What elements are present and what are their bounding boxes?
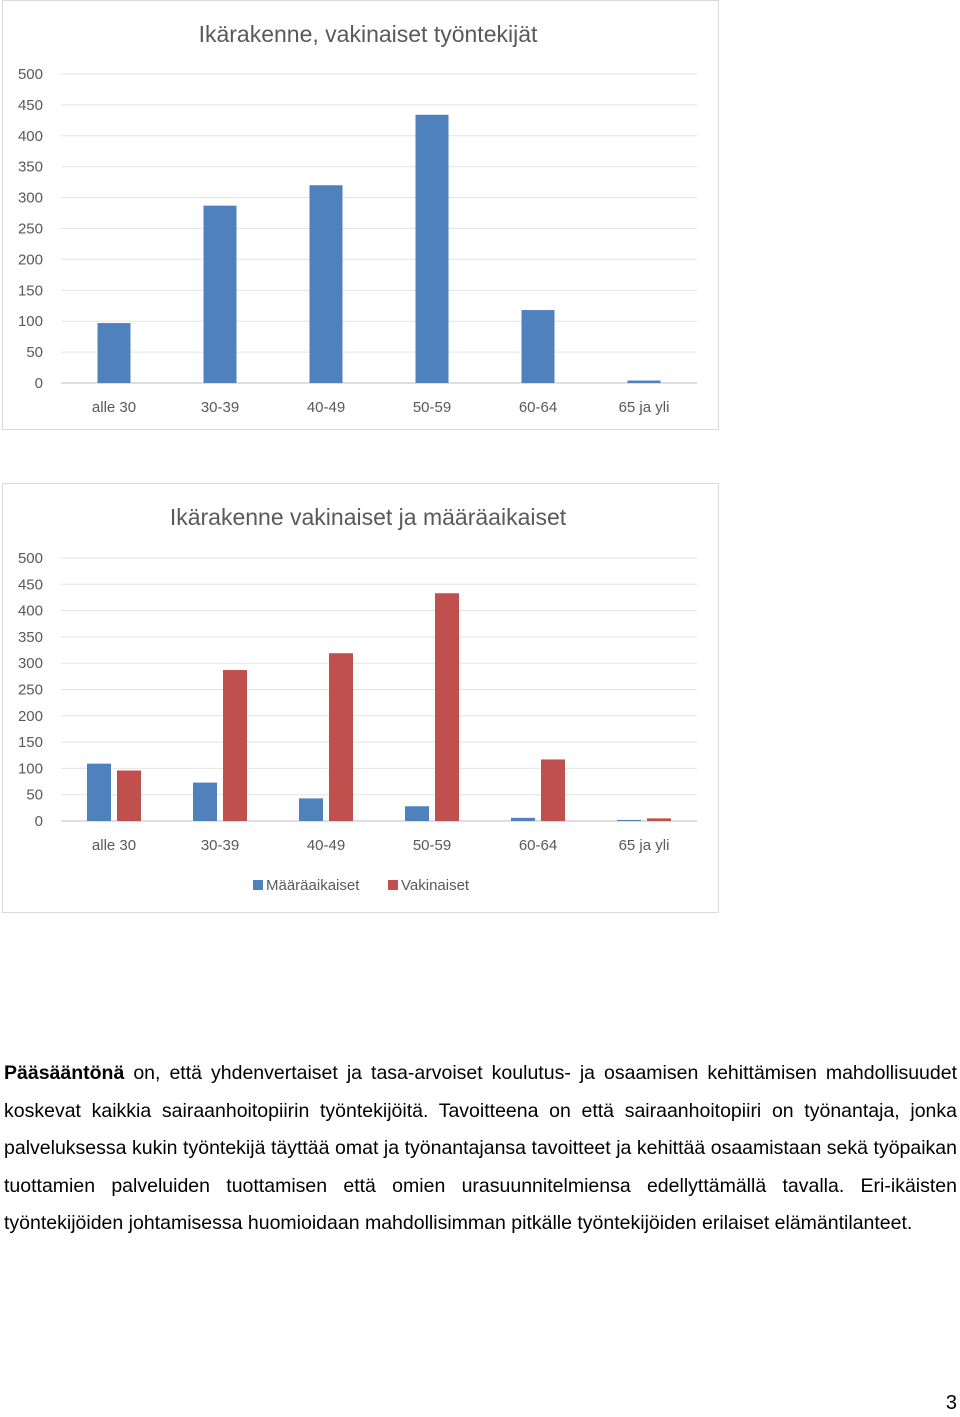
bar bbox=[647, 818, 671, 821]
y-tick-label: 450 bbox=[17, 96, 43, 114]
y-tick-label: 300 bbox=[17, 189, 43, 207]
bar bbox=[310, 185, 343, 383]
paragraph-lead: Pääsääntönä bbox=[4, 1062, 125, 1084]
y-tick-label: 0 bbox=[34, 375, 43, 392]
y-tick-label: 100 bbox=[17, 313, 43, 331]
y-tick-label: 400 bbox=[17, 602, 43, 620]
y-tick-label: 500 bbox=[17, 66, 43, 83]
bar-chart bbox=[3, 484, 718, 912]
y-tick-label: 150 bbox=[17, 282, 43, 300]
x-tick-label: 65 ja yli bbox=[618, 837, 670, 854]
bar-chart bbox=[3, 1, 718, 429]
x-tick-label: 60-64 bbox=[518, 837, 558, 854]
bar bbox=[87, 764, 111, 821]
bar bbox=[98, 323, 131, 383]
chart-age-structure-permanent bbox=[2, 0, 719, 430]
bar bbox=[511, 818, 535, 821]
bar bbox=[617, 820, 641, 821]
legend-swatch bbox=[253, 880, 263, 890]
x-tick-label: 30-39 bbox=[200, 837, 240, 854]
x-tick-label: 60-64 bbox=[518, 399, 558, 416]
bar bbox=[223, 670, 247, 821]
y-tick-label: 250 bbox=[17, 220, 43, 238]
y-tick-label: 350 bbox=[17, 158, 43, 176]
y-tick-label: 0 bbox=[34, 813, 43, 830]
x-tick-label: 65 ja yli bbox=[618, 399, 670, 416]
y-tick-label: 200 bbox=[17, 707, 43, 725]
y-tick-label: 450 bbox=[17, 576, 43, 594]
paragraph-text: on, että yhdenvertaiset ja tasa-arvoiset koulutus- ja osaamisen kehittämisen mahdollisuudet koskevat kaikkia sairaanhoitopiirin työntekijöitä. Tavoitteena on että sairaanhoitopiiri on työnantaja, jonka palveluksessa kukin työntekijä täyttää omat ja työnantajansa tavoitteet ja kehittää osaamistaan sekä työpaikan tuottamien palveluiden tuottamisen että omien urasuunnitelmiensa edellyttämällä tavalla. Eri-ikäisten työntekijöiden johtamisessa huomioidaan mahdollisimman pitkälle työntekijöiden erilaiset elämäntilanteet. bbox=[4, 1062, 957, 1235]
x-tick-label: 50-59 bbox=[412, 837, 452, 854]
bar bbox=[628, 381, 661, 383]
bar bbox=[522, 310, 555, 383]
y-tick-label: 300 bbox=[17, 655, 43, 673]
legend-label: Määräaikaiset bbox=[266, 877, 360, 894]
body-paragraph bbox=[4, 1055, 957, 1243]
x-tick-label: alle 30 bbox=[91, 837, 137, 854]
bar bbox=[204, 206, 237, 383]
bar bbox=[299, 798, 323, 821]
legend-label: Vakinaiset bbox=[401, 877, 470, 894]
bar bbox=[329, 653, 353, 821]
y-tick-label: 500 bbox=[17, 550, 43, 567]
x-tick-label: 50-59 bbox=[412, 399, 452, 416]
x-tick-label: 30-39 bbox=[200, 399, 240, 416]
bar bbox=[416, 115, 449, 383]
y-tick-label: 400 bbox=[17, 127, 43, 145]
x-tick-label: alle 30 bbox=[91, 399, 137, 416]
bar bbox=[405, 806, 429, 821]
y-tick-label: 200 bbox=[17, 251, 43, 269]
chart-age-structure-permanent-and-fixed-term bbox=[2, 483, 719, 913]
x-tick-label: 40-49 bbox=[306, 399, 346, 416]
bar bbox=[193, 783, 217, 821]
y-tick-label: 150 bbox=[17, 734, 43, 752]
page-number: 3 bbox=[945, 1392, 957, 1414]
y-tick-label: 350 bbox=[17, 628, 43, 646]
legend-swatch bbox=[388, 880, 398, 890]
x-tick-label: 40-49 bbox=[306, 837, 346, 854]
y-tick-label: 250 bbox=[17, 681, 43, 699]
y-tick-label: 50 bbox=[26, 786, 43, 804]
y-tick-label: 100 bbox=[17, 760, 43, 778]
bar bbox=[117, 771, 141, 821]
chart-title: Ikärakenne, vakinaiset työntekijät bbox=[198, 21, 538, 47]
bar bbox=[435, 593, 459, 821]
chart-title: Ikärakenne vakinaiset ja määräaikaiset bbox=[169, 504, 567, 530]
y-tick-label: 50 bbox=[26, 344, 43, 362]
bar bbox=[541, 759, 565, 821]
